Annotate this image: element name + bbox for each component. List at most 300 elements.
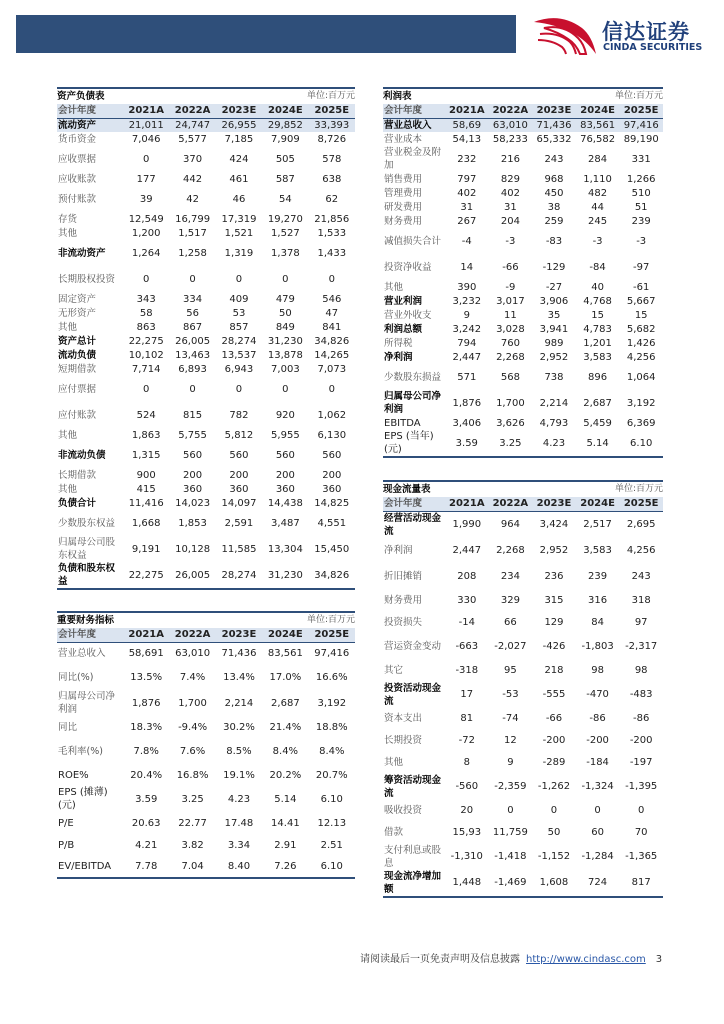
cell-value: 1,266 bbox=[626, 173, 656, 185]
table-row bbox=[383, 200, 663, 214]
cell-value: 4,768 bbox=[583, 295, 612, 307]
cell-value: 0 bbox=[235, 383, 243, 395]
header-year: 2023E bbox=[216, 628, 262, 642]
cell-value: 5,667 bbox=[626, 295, 656, 307]
table-row bbox=[57, 240, 355, 266]
table-row bbox=[57, 132, 355, 146]
cell-value: 8.40 bbox=[216, 856, 262, 878]
cell-value: 3,242 bbox=[452, 323, 482, 335]
disclaimer-text: 请阅读最后一页免责声明及信息披露 bbox=[360, 954, 520, 965]
cell-value: -9.4% bbox=[178, 721, 208, 733]
row-label: EPS (摊薄)(元) bbox=[58, 787, 108, 811]
row-label: 营业总收入 bbox=[58, 647, 106, 659]
cell-value: 218 bbox=[544, 665, 564, 676]
cell-value: 989 bbox=[544, 337, 564, 349]
cell-value: 11,585 bbox=[221, 543, 257, 555]
cell-value: 60 bbox=[591, 827, 604, 838]
table-unit: 单位:百万元 bbox=[532, 88, 663, 104]
row-label: 财务费用 bbox=[384, 215, 423, 227]
cell-value: 63,010 bbox=[489, 118, 533, 132]
cell-value: -3 bbox=[592, 235, 603, 247]
cell-value: 1,062 bbox=[317, 409, 347, 421]
row-label: 营业外收支 bbox=[384, 309, 432, 321]
cell-value: 243 bbox=[544, 153, 564, 165]
cell-value: 232 bbox=[457, 153, 477, 165]
cell-value: 177 bbox=[136, 173, 156, 185]
cell-value: 4.23 bbox=[532, 430, 576, 457]
cell-value: 1,521 bbox=[224, 227, 254, 239]
page-footer bbox=[360, 950, 662, 965]
cell-value: -1,284 bbox=[581, 851, 614, 862]
cell-value: 1,876 bbox=[131, 697, 161, 709]
cell-value: 6,369 bbox=[626, 417, 656, 429]
cell-value: -663 bbox=[455, 641, 479, 652]
cell-value: 1,426 bbox=[626, 337, 656, 349]
table-row bbox=[383, 308, 663, 322]
cell-value: 390 bbox=[457, 281, 477, 293]
table-row bbox=[57, 172, 355, 186]
cell-value: 9 bbox=[507, 757, 514, 768]
cell-value: 71,436 bbox=[221, 647, 257, 659]
cell-value: 4,551 bbox=[317, 517, 347, 529]
cell-value: 21,011 bbox=[123, 118, 169, 132]
cell-value: 14,023 bbox=[175, 497, 211, 509]
cell-value: 17 bbox=[460, 689, 474, 700]
row-label: 少数股东权益 bbox=[58, 517, 116, 529]
cell-value: 46 bbox=[232, 193, 246, 205]
row-label: 同比(%) bbox=[58, 671, 94, 683]
cell-value: 7.6% bbox=[179, 745, 206, 757]
cell-value: 5,755 bbox=[178, 429, 207, 441]
cell-value: 578 bbox=[322, 153, 342, 165]
table-title: 资产负债表 bbox=[57, 88, 216, 104]
row-label: 长期投资 bbox=[384, 735, 423, 746]
cell-value: -4 bbox=[461, 235, 472, 247]
cell-value: 16.6% bbox=[315, 671, 348, 683]
cell-value: 2,591 bbox=[224, 517, 254, 529]
cell-value: 13,463 bbox=[175, 349, 211, 361]
cell-value: 2,268 bbox=[496, 545, 525, 556]
table-row bbox=[383, 682, 663, 708]
cell-value: -74 bbox=[502, 713, 519, 724]
cell-value: 51 bbox=[634, 201, 648, 213]
cell-value: 10,128 bbox=[175, 543, 211, 555]
table-row bbox=[57, 664, 355, 690]
row-label: 其他 bbox=[58, 429, 78, 441]
cell-value: 1,448 bbox=[445, 870, 489, 897]
cell-value: 98 bbox=[591, 665, 604, 676]
cell-value: 0 bbox=[507, 805, 514, 816]
cell-value: -86 bbox=[633, 713, 650, 724]
income-statement-table bbox=[383, 87, 663, 458]
cell-value: 50 bbox=[279, 307, 292, 319]
cell-value: 849 bbox=[275, 321, 295, 333]
row-label: 管理费用 bbox=[384, 187, 423, 199]
cell-value: 370 bbox=[183, 153, 203, 165]
cell-value: 0 bbox=[282, 383, 289, 395]
cell-value: 1,863 bbox=[131, 429, 161, 441]
cell-value: 360 bbox=[229, 483, 249, 495]
table-row bbox=[383, 118, 663, 132]
row-label: 利润总额 bbox=[384, 323, 423, 335]
cell-value: 3,424 bbox=[539, 519, 569, 530]
cell-value: 28,274 bbox=[216, 562, 262, 589]
cell-value: 1,990 bbox=[452, 519, 482, 530]
cell-value: 76,582 bbox=[580, 133, 616, 145]
cell-value: 14,265 bbox=[314, 349, 350, 361]
row-label: 支付利息或股息 bbox=[384, 844, 442, 869]
cell-value: 524 bbox=[136, 409, 156, 421]
cell-value: -1,152 bbox=[537, 851, 571, 862]
cell-value: 0 bbox=[638, 805, 645, 816]
cell-value: -200 bbox=[542, 735, 566, 746]
row-label: 折旧摊销 bbox=[384, 571, 423, 582]
row-label: EPS (当年)(元) bbox=[383, 430, 445, 457]
cell-value: 415 bbox=[136, 483, 156, 495]
cell-value: -1,469 bbox=[489, 870, 533, 897]
cell-value: 14,438 bbox=[267, 497, 303, 509]
cell-value: 1,853 bbox=[178, 517, 207, 529]
cell-value: 4.23 bbox=[227, 793, 251, 805]
cell-value: 34,826 bbox=[314, 335, 350, 347]
row-label: 应收票据 bbox=[58, 153, 97, 165]
table-row bbox=[383, 430, 663, 457]
cell-value: 20.4% bbox=[130, 769, 163, 781]
cell-value: 70 bbox=[634, 827, 648, 838]
cell-value: 724 bbox=[576, 870, 620, 897]
cell-value: -2,317 bbox=[625, 641, 658, 652]
balance-sheet-table bbox=[57, 87, 355, 590]
row-label: 归属母公司净利润 bbox=[384, 391, 442, 415]
cell-value: 13.4% bbox=[223, 671, 255, 683]
cell-value: 20 bbox=[460, 805, 474, 816]
table-row bbox=[383, 280, 663, 294]
cell-value: 4,256 bbox=[626, 351, 656, 363]
table-title-row bbox=[383, 481, 663, 497]
table-row bbox=[383, 564, 663, 590]
row-label: 吸收投资 bbox=[384, 805, 423, 816]
table-row bbox=[57, 510, 355, 536]
row-label: 经营活动现金流 bbox=[384, 512, 442, 537]
cell-value: -1,418 bbox=[494, 851, 527, 862]
table-row bbox=[383, 752, 663, 774]
cell-value: -97 bbox=[633, 261, 650, 273]
table-row bbox=[57, 642, 355, 664]
cell-value: 0 bbox=[282, 273, 289, 285]
table-row bbox=[383, 612, 663, 634]
cell-value: 0 bbox=[143, 273, 150, 285]
header-year: 2023E bbox=[532, 497, 576, 511]
cell-value: -129 bbox=[542, 261, 566, 273]
cell-value: -2,359 bbox=[494, 781, 527, 792]
cell-value: 343 bbox=[136, 293, 156, 305]
cell-value: 50 bbox=[547, 827, 561, 838]
cell-value: 505 bbox=[275, 153, 295, 165]
cell-value: 65,332 bbox=[536, 133, 572, 145]
header-label: 会计年度 bbox=[57, 628, 123, 642]
table-row bbox=[57, 334, 355, 348]
cell-value: 6.10 bbox=[619, 430, 663, 457]
cell-value: 6,130 bbox=[317, 429, 347, 441]
cell-value: 26,005 bbox=[169, 562, 215, 589]
cell-value: 20.7% bbox=[315, 769, 348, 781]
cell-value: 2,687 bbox=[271, 697, 300, 709]
table-title: 重要财务指标 bbox=[57, 612, 216, 628]
cell-value: -2,027 bbox=[494, 641, 527, 652]
cell-value: 239 bbox=[631, 215, 651, 227]
cell-value: -27 bbox=[545, 281, 563, 293]
table-row bbox=[57, 306, 355, 320]
cell-value: 568 bbox=[500, 371, 520, 383]
cell-value: 1,608 bbox=[532, 870, 576, 897]
cell-value: 5,577 bbox=[178, 133, 207, 145]
cell-value: 863 bbox=[136, 321, 156, 333]
table-row bbox=[383, 132, 663, 146]
cell-value: 829 bbox=[500, 173, 520, 185]
row-label: 归属母公司股东权益 bbox=[58, 537, 116, 561]
cell-value: 330 bbox=[457, 595, 477, 606]
cell-value: 15 bbox=[591, 309, 604, 321]
cell-value: 3.34 bbox=[227, 839, 251, 851]
cell-value: 896 bbox=[588, 371, 608, 383]
cinda-logo-mark-icon bbox=[530, 14, 598, 56]
cell-value: -83 bbox=[545, 235, 563, 247]
cell-value: 3.25 bbox=[181, 793, 204, 805]
cell-value: 21.4% bbox=[269, 721, 302, 733]
cell-value: 6,893 bbox=[178, 363, 207, 375]
header-year: 2025E bbox=[619, 497, 663, 511]
cell-value: -66 bbox=[502, 261, 519, 273]
cell-value: -200 bbox=[586, 735, 609, 746]
logo-chinese-name: 信达证券 bbox=[602, 20, 690, 44]
row-label: 筹资活动现金流 bbox=[384, 774, 442, 799]
cell-value: 5,459 bbox=[583, 417, 612, 429]
row-label: 归属母公司净利润 bbox=[58, 691, 116, 715]
cell-value: 97 bbox=[634, 617, 648, 628]
row-label: 其他 bbox=[384, 757, 404, 768]
cell-value: 331 bbox=[631, 153, 651, 165]
row-label: 所得税 bbox=[384, 337, 413, 349]
cell-value: 13,537 bbox=[221, 349, 257, 361]
cell-value: -3 bbox=[505, 235, 516, 247]
cell-value: -84 bbox=[589, 261, 606, 273]
row-label: 流动负债 bbox=[58, 349, 97, 361]
logo-english-name: CINDA SECURITIES bbox=[603, 42, 703, 53]
table-header-row bbox=[57, 104, 355, 118]
cell-value: 0 bbox=[189, 273, 196, 285]
cell-value: 17,319 bbox=[221, 213, 257, 225]
cell-value: 482 bbox=[588, 187, 608, 199]
cell-value: 3.25 bbox=[489, 430, 533, 457]
cell-value: 571 bbox=[457, 371, 477, 383]
cell-value: 7.8% bbox=[133, 745, 159, 757]
cell-value: -14 bbox=[458, 617, 475, 628]
row-label: 非流动资产 bbox=[58, 247, 106, 259]
table-row bbox=[383, 774, 663, 800]
cell-value: 216 bbox=[500, 153, 520, 165]
cell-value: 560 bbox=[229, 449, 249, 461]
cell-value: 760 bbox=[500, 337, 520, 349]
cell-value: 58,233 bbox=[492, 133, 528, 145]
cell-value: 208 bbox=[457, 571, 477, 582]
cell-value: 42 bbox=[186, 193, 199, 205]
cell-value: 920 bbox=[275, 409, 295, 421]
cell-value: 129 bbox=[544, 617, 564, 628]
row-label: 净利润 bbox=[384, 351, 413, 363]
row-label: 无形资产 bbox=[58, 307, 97, 319]
cell-value: 200 bbox=[183, 469, 203, 481]
cell-value: 19.1% bbox=[223, 769, 255, 781]
row-label: 应付票据 bbox=[58, 383, 97, 395]
cell-value: 21,856 bbox=[314, 213, 350, 225]
cell-value: 817 bbox=[619, 870, 663, 897]
cell-value: 5,682 bbox=[626, 323, 656, 335]
header-year: 2023E bbox=[216, 104, 262, 118]
cell-value: 58 bbox=[139, 307, 153, 319]
cell-value: 8.4% bbox=[272, 745, 299, 757]
table-row bbox=[383, 511, 663, 538]
row-label: 现金流净增加额 bbox=[383, 870, 445, 897]
cinda-logo bbox=[530, 14, 710, 56]
cell-value: -1,803 bbox=[581, 641, 614, 652]
cell-value: 334 bbox=[183, 293, 203, 305]
cell-value: 7.04 bbox=[169, 856, 215, 878]
table-header-row bbox=[383, 104, 663, 118]
cell-value: 234 bbox=[500, 571, 520, 582]
cell-value: 3,192 bbox=[317, 697, 347, 709]
row-label: 净利润 bbox=[384, 545, 413, 556]
cell-value: 1,533 bbox=[317, 227, 347, 239]
cell-value: 12.13 bbox=[317, 817, 347, 829]
header-bar bbox=[16, 15, 516, 53]
cell-value: 3.59 bbox=[445, 430, 489, 457]
cell-value: 3.82 bbox=[181, 839, 204, 851]
cell-value: 1,319 bbox=[224, 247, 254, 259]
header-year: 2025E bbox=[309, 104, 355, 118]
cell-value: 0 bbox=[235, 273, 243, 285]
cell-value: 62 bbox=[325, 193, 339, 205]
cell-value: 857 bbox=[229, 321, 249, 333]
cell-value: 900 bbox=[136, 469, 156, 481]
row-label: 投资活动现金流 bbox=[384, 682, 442, 707]
cell-value: 5,812 bbox=[224, 429, 254, 441]
table-row bbox=[383, 186, 663, 200]
cell-value: 360 bbox=[275, 483, 295, 495]
cell-value: 13.5% bbox=[130, 671, 163, 683]
cell-value: -555 bbox=[542, 689, 566, 700]
table-row bbox=[57, 362, 355, 376]
row-label: 其他 bbox=[58, 321, 78, 333]
cell-value: 1,200 bbox=[131, 227, 161, 239]
cell-value: 1,668 bbox=[131, 517, 161, 529]
cell-value: 3,583 bbox=[583, 351, 612, 363]
cell-value: 815 bbox=[183, 409, 203, 421]
cell-value: -470 bbox=[586, 689, 609, 700]
table-row bbox=[383, 800, 663, 822]
header-year: 2021A bbox=[445, 104, 489, 118]
cell-value: 58,69 bbox=[445, 118, 489, 132]
cell-value: 2,214 bbox=[539, 397, 569, 409]
cell-value: 587 bbox=[275, 173, 295, 185]
cell-value: 81 bbox=[460, 713, 474, 724]
cell-value: 10,102 bbox=[128, 349, 164, 361]
cell-value: 89,190 bbox=[623, 133, 659, 145]
cell-value: 7,073 bbox=[317, 363, 347, 375]
cell-value: 3,583 bbox=[583, 545, 612, 556]
cell-value: 3,941 bbox=[539, 323, 569, 335]
cell-value: 479 bbox=[275, 293, 295, 305]
cell-value: 40 bbox=[591, 281, 604, 293]
cell-value: 245 bbox=[588, 215, 608, 227]
cell-value: 3,028 bbox=[496, 323, 525, 335]
cell-value: 31 bbox=[460, 201, 474, 213]
cell-value: 6.10 bbox=[309, 856, 355, 878]
cell-value: 0 bbox=[594, 805, 601, 816]
cell-value: 1,700 bbox=[496, 397, 525, 409]
cell-value: 14 bbox=[460, 261, 474, 273]
row-label: 研发费用 bbox=[384, 201, 423, 213]
cell-value: 1,700 bbox=[178, 697, 207, 709]
cell-value: 738 bbox=[544, 371, 564, 383]
row-label: 借款 bbox=[384, 827, 404, 838]
table-unit: 单位:百万元 bbox=[532, 481, 663, 497]
cell-value: 31 bbox=[504, 201, 517, 213]
cell-value: 11 bbox=[504, 309, 517, 321]
table-row bbox=[383, 294, 663, 308]
cell-value: 7,185 bbox=[224, 133, 254, 145]
cell-value: 8 bbox=[463, 757, 470, 768]
header-year: 2025E bbox=[619, 104, 663, 118]
cell-value: 5.14 bbox=[576, 430, 620, 457]
cell-value: 2,952 bbox=[539, 351, 569, 363]
cell-value: 11,416 bbox=[128, 497, 164, 509]
table-row bbox=[383, 634, 663, 660]
table-row bbox=[57, 496, 355, 510]
table-title-row bbox=[57, 88, 355, 104]
cell-value: 1,876 bbox=[452, 397, 482, 409]
cell-value: 20.63 bbox=[131, 817, 161, 829]
cell-value: 1,110 bbox=[583, 173, 612, 185]
cell-value: -3 bbox=[636, 235, 647, 247]
cell-value: 2.51 bbox=[320, 839, 343, 851]
table-row bbox=[57, 786, 355, 812]
website-link[interactable]: http://www.cindasc.com bbox=[526, 954, 646, 965]
table-row bbox=[57, 468, 355, 482]
cell-value: 83,561 bbox=[576, 118, 620, 132]
cell-value: 71,436 bbox=[532, 118, 576, 132]
cell-value: 546 bbox=[322, 293, 342, 305]
cell-value: -9 bbox=[505, 281, 516, 293]
cell-value: 26,005 bbox=[175, 335, 211, 347]
table-row bbox=[57, 226, 355, 240]
table-row bbox=[383, 870, 663, 897]
cell-value: 9 bbox=[463, 309, 470, 321]
cell-value: -483 bbox=[629, 689, 653, 700]
table-row bbox=[57, 690, 355, 716]
cell-value: 2,952 bbox=[539, 545, 569, 556]
cell-value: 14,097 bbox=[221, 497, 257, 509]
row-label: 少数股东损益 bbox=[384, 371, 442, 383]
cell-value: 560 bbox=[183, 449, 203, 461]
table-row bbox=[57, 428, 355, 442]
cell-value: 964 bbox=[500, 519, 520, 530]
cell-value: 54,13 bbox=[452, 133, 482, 145]
cell-value: -318 bbox=[455, 665, 479, 676]
table-row bbox=[57, 212, 355, 226]
cell-value: 5.14 bbox=[274, 793, 297, 805]
cell-value: 16,799 bbox=[175, 213, 211, 225]
row-label: 负债合计 bbox=[58, 497, 97, 509]
